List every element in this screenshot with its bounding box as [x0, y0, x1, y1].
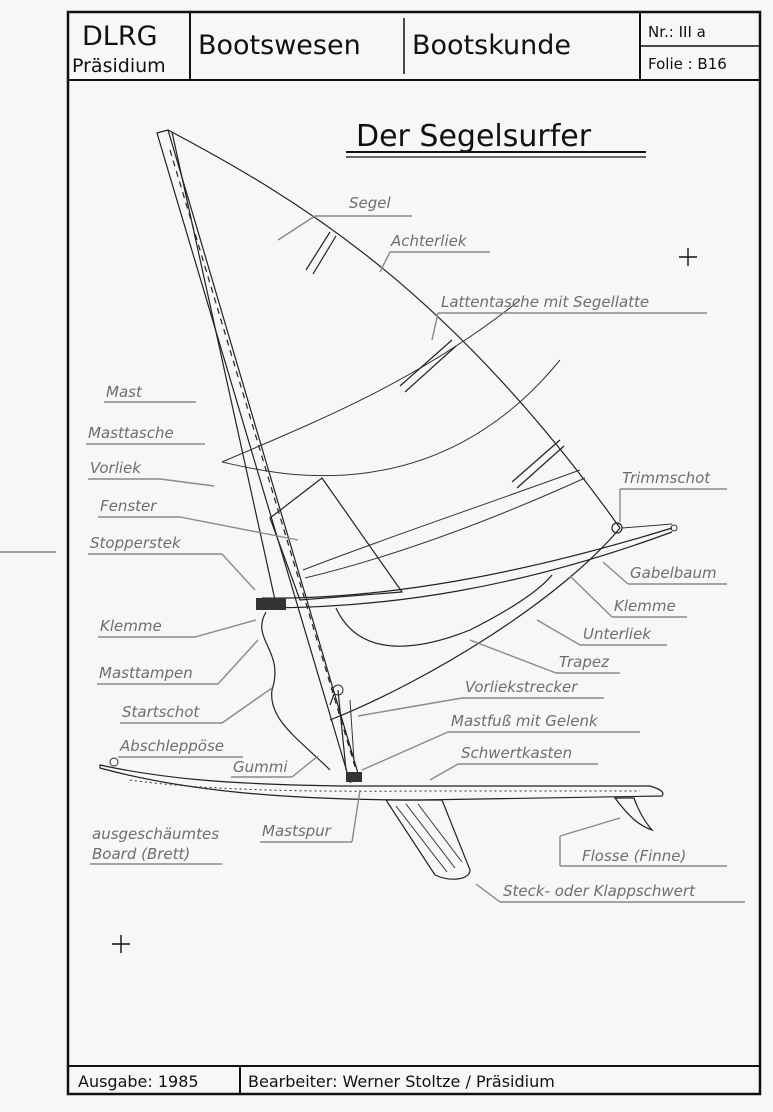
registration-cross-bottom	[112, 935, 130, 953]
footer-block	[68, 1066, 760, 1094]
label-unterliek: Unterliek	[583, 625, 652, 643]
label-klemme-left: Klemme	[100, 617, 162, 635]
label-mastspur: Mastspur	[262, 822, 331, 840]
label-masttampen: Masttampen	[99, 664, 193, 682]
label-klemme-right: Klemme	[614, 597, 676, 615]
label-trapez: Trapez	[559, 653, 609, 671]
label-lattentasche: Lattentasche mit Segellatte	[441, 293, 650, 311]
label-segel: Segel	[349, 194, 391, 212]
label-mast: Mast	[106, 383, 142, 401]
footer-author: Bearbeiter: Werner Stoltze / Präsidium	[248, 1072, 555, 1091]
page-border	[68, 12, 760, 1094]
label-vorliekstrecker: Vorliekstrecker	[465, 678, 578, 696]
label-fenster: Fenster	[100, 497, 157, 515]
label-board-line1: ausgeschäumtes	[92, 825, 220, 843]
footer-edition: Ausgabe: 1985	[78, 1072, 199, 1091]
sail-drawing	[157, 130, 677, 782]
label-board-line2: Board (Brett)	[92, 845, 191, 863]
registration-cross-top	[679, 248, 697, 266]
label-flosse: Flosse (Finne)	[582, 847, 687, 865]
sheet-number: Nr.: III a	[648, 23, 706, 41]
header-block	[68, 12, 760, 80]
org-line2: Präsidium	[72, 55, 166, 77]
label-achterliek: Achterliek	[391, 232, 467, 250]
label-trimmschot: Trimmschot	[622, 469, 711, 487]
label-schwertkasten: Schwertkasten	[461, 744, 573, 762]
label-schwert: Steck- oder Klappschwert	[503, 882, 695, 900]
label-masttasche: Masttasche	[88, 424, 174, 442]
label-gummi: Gummi	[233, 758, 288, 776]
label-startschot: Startschot	[122, 703, 200, 721]
label-mastfuss: Mastfuß mit Gelenk	[451, 712, 598, 730]
label-gabelbaum: Gabelbaum	[630, 564, 717, 582]
sheet-id: Folie : B16	[648, 55, 727, 73]
label-abschleppoese: Abschleppöse	[120, 737, 225, 755]
org-line1: DLRG	[82, 21, 158, 52]
label-vorliek: Vorliek	[90, 459, 141, 477]
topic-title: Bootskunde	[412, 30, 571, 61]
subject-title: Bootswesen	[198, 30, 361, 61]
diagram-title: Der Segelsurfer	[356, 119, 592, 154]
label-stopperstek: Stopperstek	[90, 534, 181, 552]
